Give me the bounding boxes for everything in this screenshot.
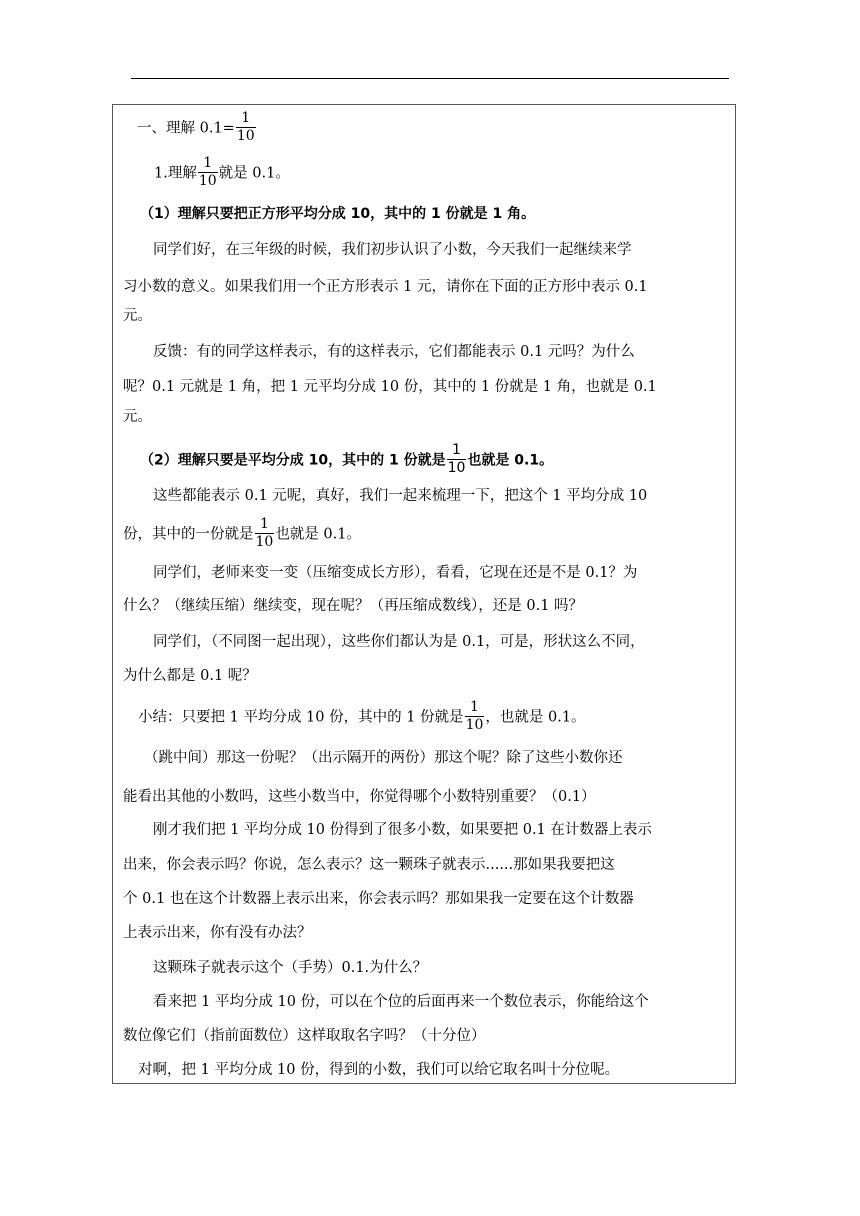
bold-point-1: （1）理解只要把正方形平均分成 10，其中的 1 份就是 1 角。 bbox=[140, 206, 536, 222]
paragraph-line: 刚才我们把 1 平均分成 10 份得到了很多小数，如果要把 0.1 在计数器上表示 bbox=[153, 822, 652, 838]
fraction-denominator: 10 bbox=[236, 128, 255, 144]
header-rule bbox=[131, 78, 729, 79]
paragraph-line: 反馈：有的同学这样表示，有的这样表示，它们都能表示 0.1 元吗？为什么 bbox=[153, 344, 635, 360]
subheading-text: 1.理解 bbox=[154, 165, 197, 182]
fraction-one-tenth bbox=[447, 442, 467, 477]
paragraph-line: 同学们，（不同图一起出现），这些你们都认为是 0.1，可是，形状这么不同， bbox=[153, 634, 645, 650]
fraction-numerator: 1 bbox=[447, 442, 467, 460]
paragraph-line: 能看出其他的小数吗，这些小数当中，你觉得哪个小数特别重要？（0.1） bbox=[123, 789, 596, 805]
paragraph-line bbox=[123, 517, 361, 552]
fraction-denominator: 10 bbox=[447, 460, 466, 476]
fraction-numerator: 1 bbox=[198, 155, 218, 173]
paragraph-line: 对啊，把 1 平均分成 10 份，得到的小数，我们可以给它取名叫十分位呢。 bbox=[138, 1062, 620, 1078]
fraction-numerator: 1 bbox=[465, 699, 485, 717]
paragraph-line: 上表示出来，你有没有办法？ bbox=[123, 925, 312, 941]
bold-text: 也就是 0.1。 bbox=[467, 452, 554, 469]
paragraph-line: 看来把 1 平均分成 10 份，可以在个位的后面再来一个数位表示，你能给这个 bbox=[153, 994, 649, 1010]
heading-text: 一、理解 0.1= bbox=[137, 120, 235, 137]
subheading-1 bbox=[154, 156, 290, 191]
fraction-numerator: 1 bbox=[255, 516, 275, 534]
paragraph-line: 这颗珠子就表示这个（手势）0.1.为什么？ bbox=[153, 960, 428, 976]
section-heading bbox=[137, 111, 257, 146]
summary-text: 小结：只要把 1 平均分成 10 份，其中的 1 份就是 bbox=[138, 709, 464, 726]
fraction-denominator: 10 bbox=[255, 534, 274, 550]
fraction-one-tenth bbox=[198, 155, 218, 190]
paragraph-line: 什么？（继续压缩）继续变，现在呢？（再压缩成数线），还是 0.1 吗？ bbox=[123, 598, 584, 614]
paragraph-line: 元。 bbox=[123, 308, 152, 324]
paragraph-text: 份，其中的一份就是 bbox=[123, 526, 254, 543]
content-table-cell bbox=[112, 104, 736, 1084]
paragraph-line: 呢？0.1 元就是 1 角，把 1 元平均分成 10 份，其中的 1 份就是 1 角，也就是 0.1 bbox=[123, 379, 657, 395]
paragraph-line: 个 0.1 也在这个计数器上表示出来，你会表示吗？那如果我一定要在这个计数器 bbox=[123, 891, 634, 907]
paragraph-line: 元。 bbox=[123, 409, 152, 425]
subheading-text: 就是 0.1。 bbox=[218, 165, 290, 182]
bold-point-2 bbox=[140, 443, 553, 478]
summary-text: ，也就是 0.1。 bbox=[485, 709, 586, 726]
fraction-denominator: 10 bbox=[465, 717, 484, 733]
paragraph-line: 同学们，老师来变一变（压缩变成长方形），看看，它现在还是不是 0.1？为 bbox=[153, 565, 638, 581]
paragraph-text: 习小数的意义。如果我们用一个正方形表示 1 元，请你在下面的正方形中表示 0.1 bbox=[123, 279, 648, 295]
fraction-one-tenth bbox=[255, 516, 275, 551]
fraction-one-tenth bbox=[236, 110, 256, 145]
paragraph-line: （跳中间）那这一份呢？（出示隔开的两份）那这个呢？除了这些小数你还 bbox=[144, 750, 623, 766]
summary-line bbox=[138, 700, 586, 735]
fraction-numerator: 1 bbox=[236, 110, 256, 128]
bold-text: （2）理解只要是平均分成 10，其中的 1 份就是 bbox=[140, 452, 446, 469]
paragraph-line: 出来，你会表示吗？你说，怎么表示？这一颗珠子就表示......那如果我要把这 bbox=[123, 857, 615, 873]
paragraph-line: 为什么都是 0.1 呢？ bbox=[123, 668, 257, 684]
paragraph-text: 也就是 0.1。 bbox=[275, 526, 361, 543]
paragraph-line: 这些都能表示 0.1 元呢，真好，我们一起来梳理一下，把这个 1 平均分成 10 bbox=[153, 488, 648, 504]
fraction-denominator: 10 bbox=[198, 173, 217, 189]
paragraph-line: 同学们好，在三年级的时候，我们初步认识了小数，今天我们一起继续来学 bbox=[153, 242, 632, 258]
paragraph-line: 数位像它们（指前面数位）这样取取名字吗？（十分位） bbox=[123, 1028, 486, 1044]
fraction-one-tenth bbox=[465, 699, 485, 734]
paragraph-line bbox=[123, 277, 707, 297]
